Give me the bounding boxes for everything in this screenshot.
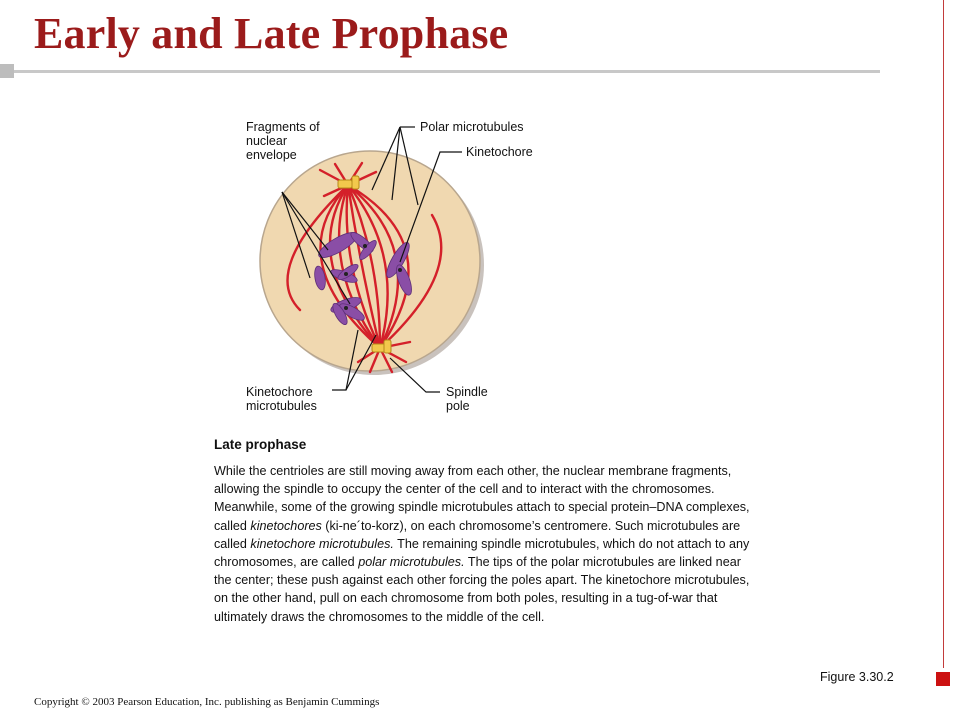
corner-marker (936, 672, 950, 686)
label-kinetochore: Kinetochore (466, 145, 533, 159)
title-rule-marker (0, 64, 14, 78)
figure-number: Figure 3.30.2 (820, 670, 894, 684)
label-polar-microtubules: Polar microtubules (420, 120, 524, 134)
copyright-notice: Copyright © 2003 Pearson Education, Inc. publishing as Benjamin Cummings (34, 696, 380, 708)
label-spindle-pole: Spindle pole (446, 385, 488, 413)
figure-caption (214, 437, 754, 626)
title-rule (14, 70, 880, 73)
prophase-diagram (200, 100, 760, 440)
caption-heading: Late prophase (214, 437, 307, 452)
slide-title: Early and Late Prophase (34, 9, 509, 58)
label-fragments-of-nuclear-envelope: Fragments of nuclear envelope (246, 120, 320, 162)
label-kinetochore-microtubules: Kinetochore microtubules (246, 385, 317, 413)
right-border-line (943, 0, 944, 668)
caption-body: While the centrioles are still moving away from each other, the nuclear membrane fragments, allowing the spindle to occupy the center of the cell and to interact with the chromosomes. Meanwhile, some of the growing spindle microtubules attach to special protein–DNA complexes, called kinetochores (ki-ne´to-korz), on each chromosome’s centromere. Such microtubules are called kinetochore microtubules. The remaining spindle microtubules, which do not attach to any chromosomes, are called polar microtubules. The tips of the polar microtubules are linked near the center; these push against each other forcing the poles apart. The kinetochore microtubules, on the other hand, pull on each chromosome from both poles, resulting in a tug-of-war that ultimately draws the chromosomes to the middle of the cell. (214, 464, 750, 624)
